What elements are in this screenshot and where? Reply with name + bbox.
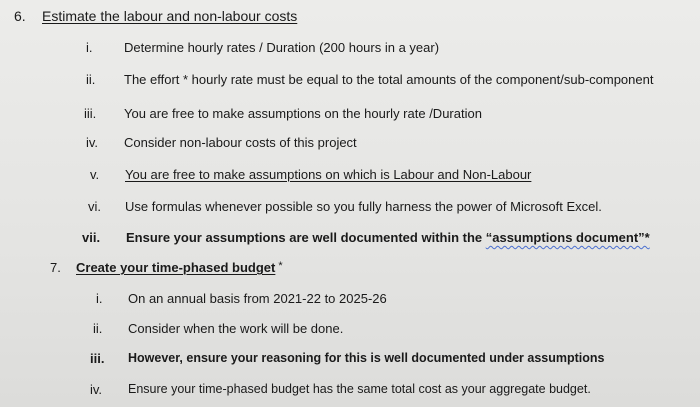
list-item — [0, 291, 700, 315]
item-text-quoted: “assumptions document”* — [485, 230, 650, 245]
item-number: i. — [96, 291, 103, 306]
section-6-heading — [0, 8, 700, 32]
item-text-main: Ensure your assumptions are well documented within the — [126, 230, 486, 245]
item-text: You are free to make assumptions on the hourly rate /Duration — [124, 106, 482, 121]
item-number: vi. — [88, 199, 101, 214]
item-text: Use formulas whenever possible so you fully harness the power of Microsoft Excel. — [125, 199, 602, 214]
item-text: However, ensure your reasoning for this is well documented under assumptions — [128, 351, 605, 365]
section-7-title-wrap — [76, 260, 283, 275]
list-item — [0, 199, 700, 223]
list-item — [0, 167, 700, 191]
item-text: Consider when the work will be done. — [128, 321, 344, 336]
section-7-number: 7. — [50, 260, 61, 275]
list-item — [0, 106, 700, 130]
item-text: You are free to make assumptions on which is Labour and Non-Labour — [125, 167, 532, 182]
section-7-heading — [0, 260, 700, 284]
list-item — [0, 230, 700, 254]
item-text — [126, 230, 650, 245]
item-number: iii. — [84, 106, 97, 121]
section-6-number: 6. — [14, 8, 26, 24]
item-number: v. — [90, 167, 100, 182]
list-item — [0, 72, 700, 96]
item-text: The effort * hourly rate must be equal to the total amounts of the component/sub-component — [124, 72, 654, 87]
section-7-title: Create your time-phased budget — [76, 260, 276, 275]
item-number: iii. — [90, 351, 105, 366]
item-text: Consider non-labour costs of this project — [124, 135, 357, 150]
item-number: iv. — [90, 382, 103, 397]
item-number: vii. — [82, 230, 101, 245]
list-item — [0, 135, 700, 159]
item-text: Ensure your time-phased budget has the same total cost as your aggregate budget. — [128, 382, 591, 396]
section-7-asterisk: * — [275, 260, 283, 272]
section-6-title: Estimate the labour and non-labour costs — [42, 8, 298, 24]
item-number: i. — [86, 40, 93, 55]
list-item — [0, 351, 700, 375]
item-text: On an annual basis from 2021-22 to 2025-26 — [128, 291, 387, 306]
item-number: ii. — [93, 321, 103, 336]
item-number: iv. — [86, 135, 99, 150]
list-item — [0, 40, 700, 64]
item-text: Determine hourly rates / Duration (200 hours in a year) — [124, 40, 440, 55]
list-item — [0, 321, 700, 345]
item-number: ii. — [86, 72, 96, 87]
list-item — [0, 382, 700, 406]
